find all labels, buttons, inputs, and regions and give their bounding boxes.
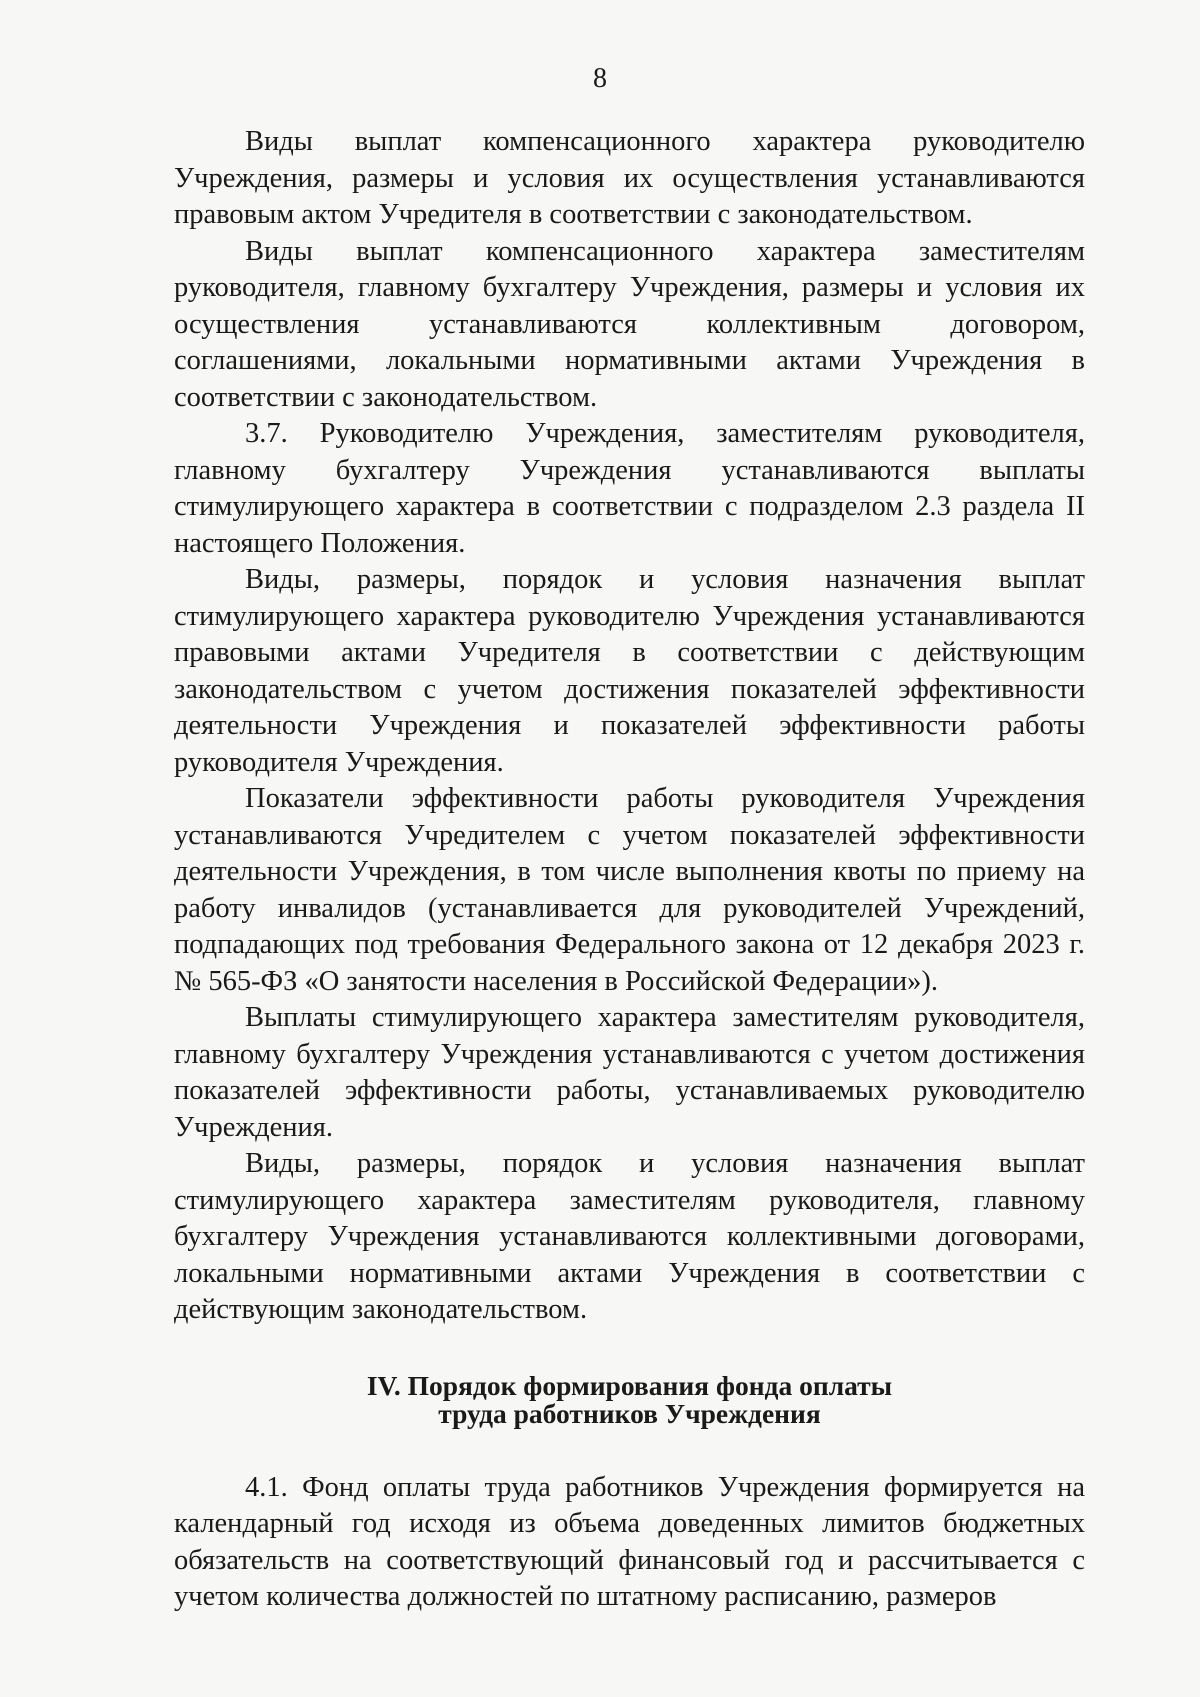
paragraph-incentive-head: Виды, размеры, порядок и условия назначения выплат стимулирующего характера руководителю Учреждения устанавливаются правовыми актами Учредителя в соответствии с действующим законодательством с учетом достижения показателей эффективности деятельности Учреждения и показателей эффективности работы руководителя Учреждения. <box>174 564 1085 778</box>
paragraph-4-1: 4.1. Фонд оплаты труда работников Учреждения формируется на календарный год исходя из объема доведенных лимитов бюджетных обязательств на соответствующий финансовый год и рассчитывается с учетом количества должностей по штатному расписанию, размеров <box>174 1471 1085 1612</box>
page-number: 8 <box>593 63 607 94</box>
section-heading-line-2: труда работников Учреждения <box>438 1397 821 1429</box>
document-body <box>174 124 1085 1616</box>
paragraph-compensation-head: Виды выплат компенсационного характера руководителю Учреждения, размеры и условия их осуществления устанавливаются правовым актом Учредителя в соответствии с законодательством. <box>174 126 1085 230</box>
paragraph-3-7: 3.7. Руководителю Учреждения, заместителям руководителя, главному бухгалтеру Учреждения устанавливаются выплаты стимулирующего характера в соответствии с подразделом 2.3 раздела II настоящего Положения. <box>174 418 1085 559</box>
paragraph-incentive-deputies: Выплаты стимулирующего характера заместителям руководителя, главному бухгалтеру Учреждения устанавливаются с учетом достижения показателей эффективности работы, устанавливаемых руководителю Учреждения. <box>174 1002 1085 1143</box>
paragraph-compensation-deputies: Виды выплат компенсационного характера заместителям руководителя, главному бухгалтеру Учреждения, размеры и условия их осуществления устанавливаются коллективным договором, соглашениями, локальными нормативными актами Учреждения в соответствии с законодательством. <box>174 235 1085 413</box>
section-heading-line-1: IV. Порядок формирования фонда оплаты <box>366 1369 893 1401</box>
paragraph-incentive-deputies-terms: Виды, размеры, порядок и условия назначения выплат стимулирующего характера заместителям руководителя, главному бухгалтеру Учреждения устанавливаются коллективными договорами, локальными нормативными актами Учреждения в соответствии с действующим законодательством. <box>174 1148 1085 1325</box>
paragraph-performance-indicators: Показатели эффективности работы руководителя Учреждения устанавливаются Учредителем с учетом показателей эффективности деятельности Учреждения, в том числе выполнения квоты по приему на работу инвалидов (устанавливается для руководителей Учреждений, подпадающих под требования Федерального закона от 12 декабря 2023 г. № 565-ФЗ «О занятости населения в Российской Федерации»). <box>174 783 1085 997</box>
section-heading <box>174 1369 1085 1429</box>
